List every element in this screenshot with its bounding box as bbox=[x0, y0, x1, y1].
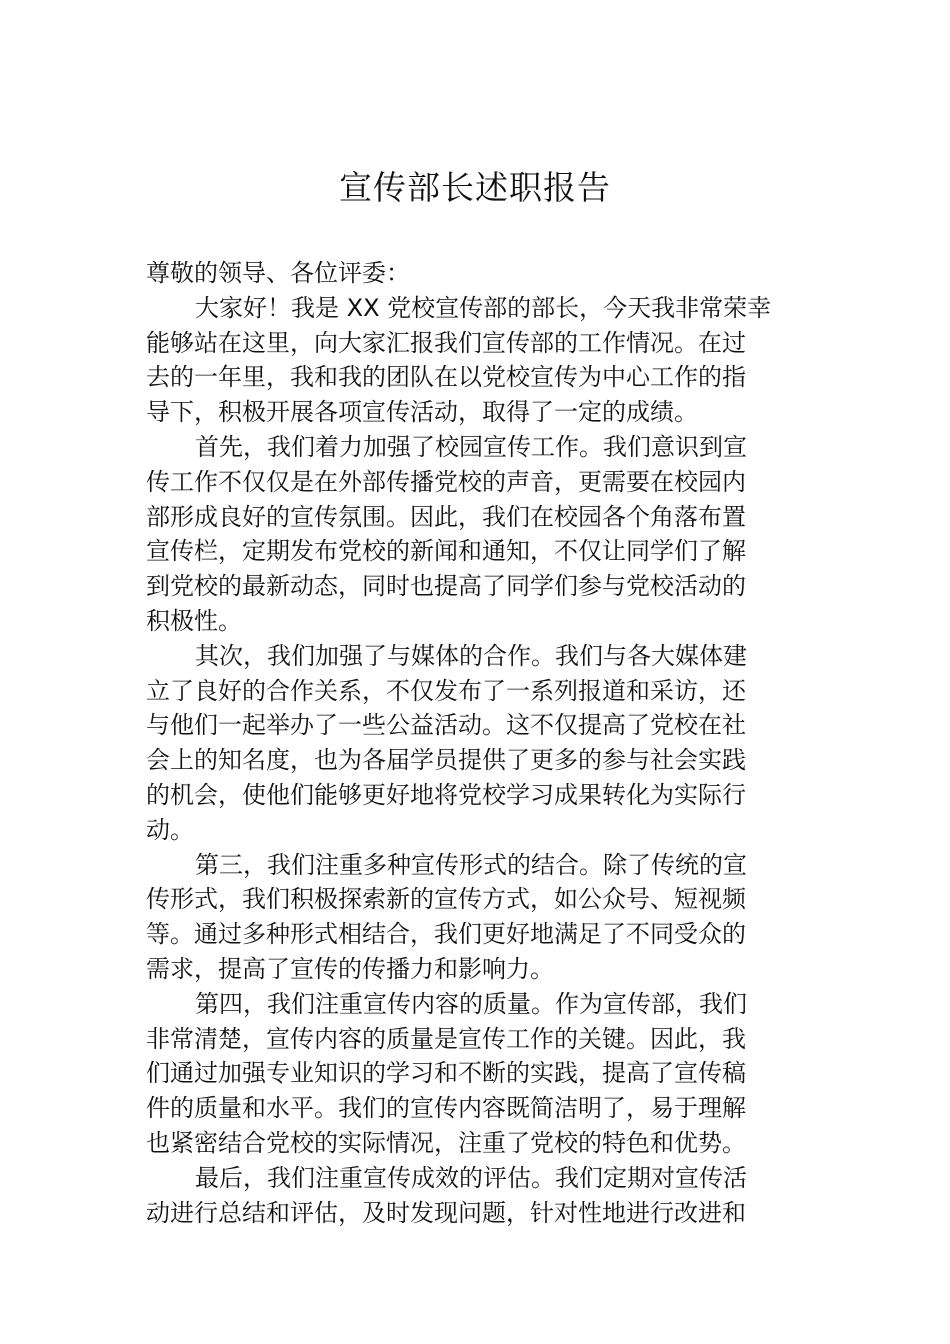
paragraph-line: 能够站在这里，向大家汇报我们宣传部的工作情况。在过 bbox=[146, 328, 746, 357]
paragraph-line: 动。 bbox=[146, 815, 194, 844]
paragraph-line: 们通过加强专业知识的学习和不断的实践，提高了宣传稿 bbox=[146, 1059, 746, 1088]
paragraph-line: 宣传栏，定期发布党校的新闻和通知，不仅让同学们了解 bbox=[146, 537, 746, 566]
document-body bbox=[146, 256, 816, 1230]
salutation: 尊敬的领导、各位评委： bbox=[146, 259, 410, 287]
paragraph-first-line: 首先，我们着力加强了校园宣传工作。我们意识到宣 bbox=[195, 432, 747, 461]
paragraph-line: 到党校的最新动态，同时也提高了同学们参与党校活动的 bbox=[146, 572, 746, 601]
paragraph-line: 等。通过多种形式相结合，我们更好地满足了不同受众的 bbox=[146, 920, 746, 949]
paragraph-line: 的机会，使他们能够更好地将党校学习成果转化为实际行 bbox=[146, 780, 746, 809]
paragraph-line: 与他们一起举办了一些公益活动。这不仅提高了党校在社 bbox=[146, 711, 746, 740]
paragraph-line: 去的一年里，我和我的团队在以党校宣传为中心工作的指 bbox=[146, 363, 746, 392]
paragraph-first-line: 其次，我们加强了与媒体的合作。我们与各大媒体建 bbox=[195, 641, 747, 670]
paragraph-first-line: 大家好！我是 XX 党校宣传部的部长，今天我非常荣幸 bbox=[195, 293, 772, 322]
paragraph-line: 非常清楚，宣传内容的质量是宣传工作的关键。因此，我 bbox=[146, 1024, 746, 1053]
paragraph-line: 需求，提高了宣传的传播力和影响力。 bbox=[146, 954, 554, 983]
paragraph-line: 立了良好的合作关系，不仅发布了一系列报道和采访，还 bbox=[146, 676, 746, 705]
paragraph-line: 传形式，我们积极探索新的宣传方式，如公众号、短视频 bbox=[146, 885, 746, 914]
paragraph-line: 会上的知名度，也为各届学员提供了更多的参与社会实践 bbox=[146, 746, 746, 775]
paragraph-line: 积极性。 bbox=[146, 606, 242, 635]
paragraph-first-line: 第三，我们注重多种宣传形式的结合。除了传统的宣 bbox=[195, 850, 747, 879]
paragraph-first-line: 最后，我们注重宣传成效的评估。我们定期对宣传活 bbox=[195, 1163, 747, 1192]
paragraph-line: 也紧密结合党校的实际情况，注重了党校的特色和优势。 bbox=[146, 1128, 746, 1157]
paragraph-line: 传工作不仅仅是在外部传播党校的声音，更需要在校园内 bbox=[146, 467, 746, 496]
paragraph-line: 件的质量和水平。我们的宣传内容既简洁明了，易于理解 bbox=[146, 1094, 746, 1123]
document-title: 宣传部长述职报告 bbox=[339, 168, 611, 207]
paragraph-line: 导下，积极开展各项宣传活动，取得了一定的成绩。 bbox=[146, 398, 698, 427]
paragraph-first-line: 第四，我们注重宣传内容的质量。作为宣传部，我们 bbox=[195, 989, 747, 1018]
paragraph-line: 动进行总结和评估，及时发现问题，针对性地进行改进和 bbox=[146, 1198, 746, 1227]
paragraph-line: 部形成良好的宣传氛围。因此，我们在校园各个角落布置 bbox=[146, 502, 746, 531]
